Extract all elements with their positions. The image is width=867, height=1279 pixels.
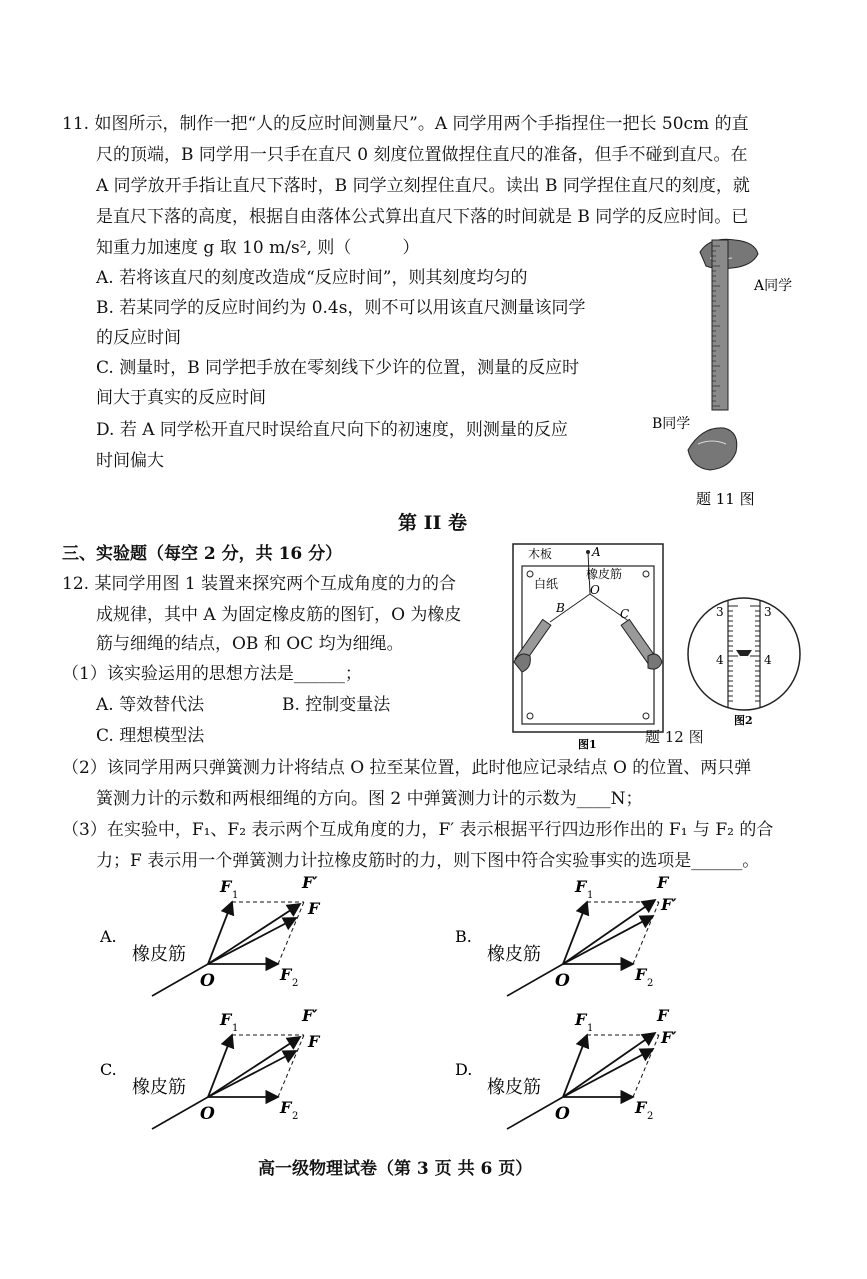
choice-f2-label: F xyxy=(635,1098,647,1117)
q12-option-a: A. 等效替代法 xyxy=(96,695,205,715)
choice-f2-sub: 2 xyxy=(292,978,299,989)
hand-a-illustration xyxy=(700,239,758,268)
q12-line-3: 筋与细绳的结点，OB 和 OC 均为细绳。 xyxy=(96,634,404,654)
choice-f1-sub: 1 xyxy=(232,890,239,901)
choice-f1-label: F xyxy=(575,1010,587,1029)
label-point-b: B xyxy=(556,601,565,615)
ruler xyxy=(712,240,728,410)
q11-option-b: B. 若某同学的反应时间约为 0.4s，则不可以用该直尺测量该同学 xyxy=(96,298,586,318)
choice-f2-label: F xyxy=(635,965,647,984)
label-point-o: O xyxy=(590,583,600,597)
choice-letter: D. xyxy=(455,1060,473,1079)
q12-part-1: （1）该实验运用的思想方法是______； xyxy=(62,664,362,684)
force-diagram-d xyxy=(455,1005,815,1135)
choice-f1-sub: 1 xyxy=(232,1023,239,1034)
q12-part-2-line-2: 簧测力计的示数和两根细绳的方向。图 2 中弹簧测力计的示数为____N； xyxy=(96,789,643,809)
q11-figure xyxy=(640,232,840,512)
label-b-student: B同学 xyxy=(652,416,691,432)
label-rubber-band: 橡皮筋 xyxy=(586,567,623,581)
q11-line-2: 尺的顶端，B 同学用一只手在直尺 0 刻度位置做捏住直尺的准备，但手不碰到直尺。在 xyxy=(96,145,748,165)
label-board: 木板 xyxy=(528,547,553,561)
choice-f2-label: F xyxy=(280,965,292,984)
label-paper: 白纸 xyxy=(534,577,559,591)
q11-option-c-cont: 间大于真实的反应时间 xyxy=(96,388,266,408)
choice-o-label: O xyxy=(555,1104,570,1124)
q12-part-3-line-1: （3）在实验中，F₁、F₂ 表示两个互成角度的力，F′ 表示根据平行四边形作出的 F₁ 与 F₂ 的合 xyxy=(62,820,774,840)
q12-line-2: 成规律，其中 A 为固定橡皮筋的图钉，O 为橡皮 xyxy=(96,605,462,625)
q12-option-b: B. 控制变量法 xyxy=(282,695,391,715)
dial-tick-3-right: 3 xyxy=(764,605,772,619)
q12-part-2-line-1: （2）该同学用两只弹簧测力计将结点 O 拉至某位置，此时他应记录结点 O 的位置、两只弹 xyxy=(62,758,752,778)
choice-o-label: O xyxy=(200,971,215,991)
fig12-caption: 题 12 图 xyxy=(645,728,704,746)
page-footer: 高一级物理试卷（第 3 页 共 6 页） xyxy=(258,1159,533,1179)
choice-f1-label: F xyxy=(220,1010,232,1029)
q12-option-c: C. 理想模型法 xyxy=(96,726,205,746)
choice-letter: B. xyxy=(455,927,472,946)
choice-lower-resultant-label: F xyxy=(308,899,320,918)
force-diagram-a xyxy=(100,872,460,1002)
choice-lower-resultant-label: F xyxy=(308,1032,320,1051)
choice-f2-sub: 2 xyxy=(647,978,654,989)
force-diagram-c xyxy=(100,1005,460,1135)
choice-rubber-label: 橡皮筋 xyxy=(132,1077,186,1098)
q11-option-a: A. 若将该直尺的刻度改造成“反应时间”，则其刻度均匀的 xyxy=(96,268,528,288)
choice-f1-label: F xyxy=(575,877,587,896)
label-point-a: A xyxy=(592,545,601,559)
section-3-title: 三、实验题（每空 2 分，共 16 分） xyxy=(62,544,343,564)
choice-letter: A. xyxy=(100,927,117,946)
q11-line-1: 11. 如图所示，制作一把“人的反应时间测量尺”。A 同学用两个手指捏住一把长 50cm 的直 xyxy=(62,114,749,134)
dial-tick-4-right: 4 xyxy=(764,653,772,667)
dial-tick-4-left: 4 xyxy=(716,653,724,667)
fig1-caption: 图1 xyxy=(578,738,597,751)
choice-letter: C. xyxy=(100,1060,117,1079)
label-a-student: A同学 xyxy=(754,278,793,294)
hand-b-illustration xyxy=(688,428,737,470)
choice-f1-label: F xyxy=(220,877,232,896)
q11-option-c: C. 测量时，B 同学把手放在零刻线下少许的位置，测量的反应时 xyxy=(96,358,580,378)
fig11-caption: 题 11 图 xyxy=(696,490,755,508)
choice-lower-resultant-label: F′ xyxy=(661,895,677,914)
choice-f2-sub: 2 xyxy=(292,1111,299,1122)
choice-rubber-label: 橡皮筋 xyxy=(132,944,186,965)
q11-line-3: A 同学放开手指让直尺下落时，B 同学立刻捏住直尺。读出 B 同学捏住直尺的刻度，就 xyxy=(96,176,750,196)
choice-f1-sub: 1 xyxy=(587,890,594,901)
q11-option-b-cont: 的反应时间 xyxy=(96,328,181,348)
section-2-title: 第 II 卷 xyxy=(398,512,468,534)
choice-f2-label: F xyxy=(280,1098,292,1117)
choice-upper-resultant-label: F′ xyxy=(302,873,318,892)
choice-lower-resultant-label: F′ xyxy=(661,1028,677,1047)
choice-upper-resultant-label: F′ xyxy=(302,1006,318,1025)
q11-line-5: 知重力加速度 g 取 10 m/s², 则（ ） xyxy=(96,238,420,258)
dial-tick-3-left: 3 xyxy=(716,605,724,619)
q11-line-4: 是直尺下落的高度，根据自由落体公式算出直尺下落的时间就是 B 同学的反应时间。已 xyxy=(96,207,749,227)
choice-rubber-label: 橡皮筋 xyxy=(487,1077,541,1098)
choice-o-label: O xyxy=(555,971,570,991)
label-point-c: C xyxy=(620,607,630,621)
choice-rubber-label: 橡皮筋 xyxy=(487,944,541,965)
q12-figure-1 xyxy=(510,542,666,752)
fig2-caption: 图2 xyxy=(734,714,753,727)
choice-upper-resultant-label: F xyxy=(657,1006,669,1025)
q12-part-3-line-2: 力；F 表示用一个弹簧测力计拉橡皮筋时的力，则下图中符合实验事实的选项是______。 xyxy=(96,851,760,871)
choice-f1-sub: 1 xyxy=(587,1023,594,1034)
q12-line-1: 12. 某同学用图 1 装置来探究两个互成角度的力的合 xyxy=(62,574,457,594)
q11-option-d: D. 若 A 同学松开直尺时误给直尺向下的初速度，则测量的反应 xyxy=(96,420,568,440)
q11-option-d-cont: 时间偏大 xyxy=(96,451,164,471)
choice-f2-sub: 2 xyxy=(647,1111,654,1122)
choice-o-label: O xyxy=(200,1104,215,1124)
choice-upper-resultant-label: F xyxy=(657,873,669,892)
force-diagram-b xyxy=(455,872,815,1002)
